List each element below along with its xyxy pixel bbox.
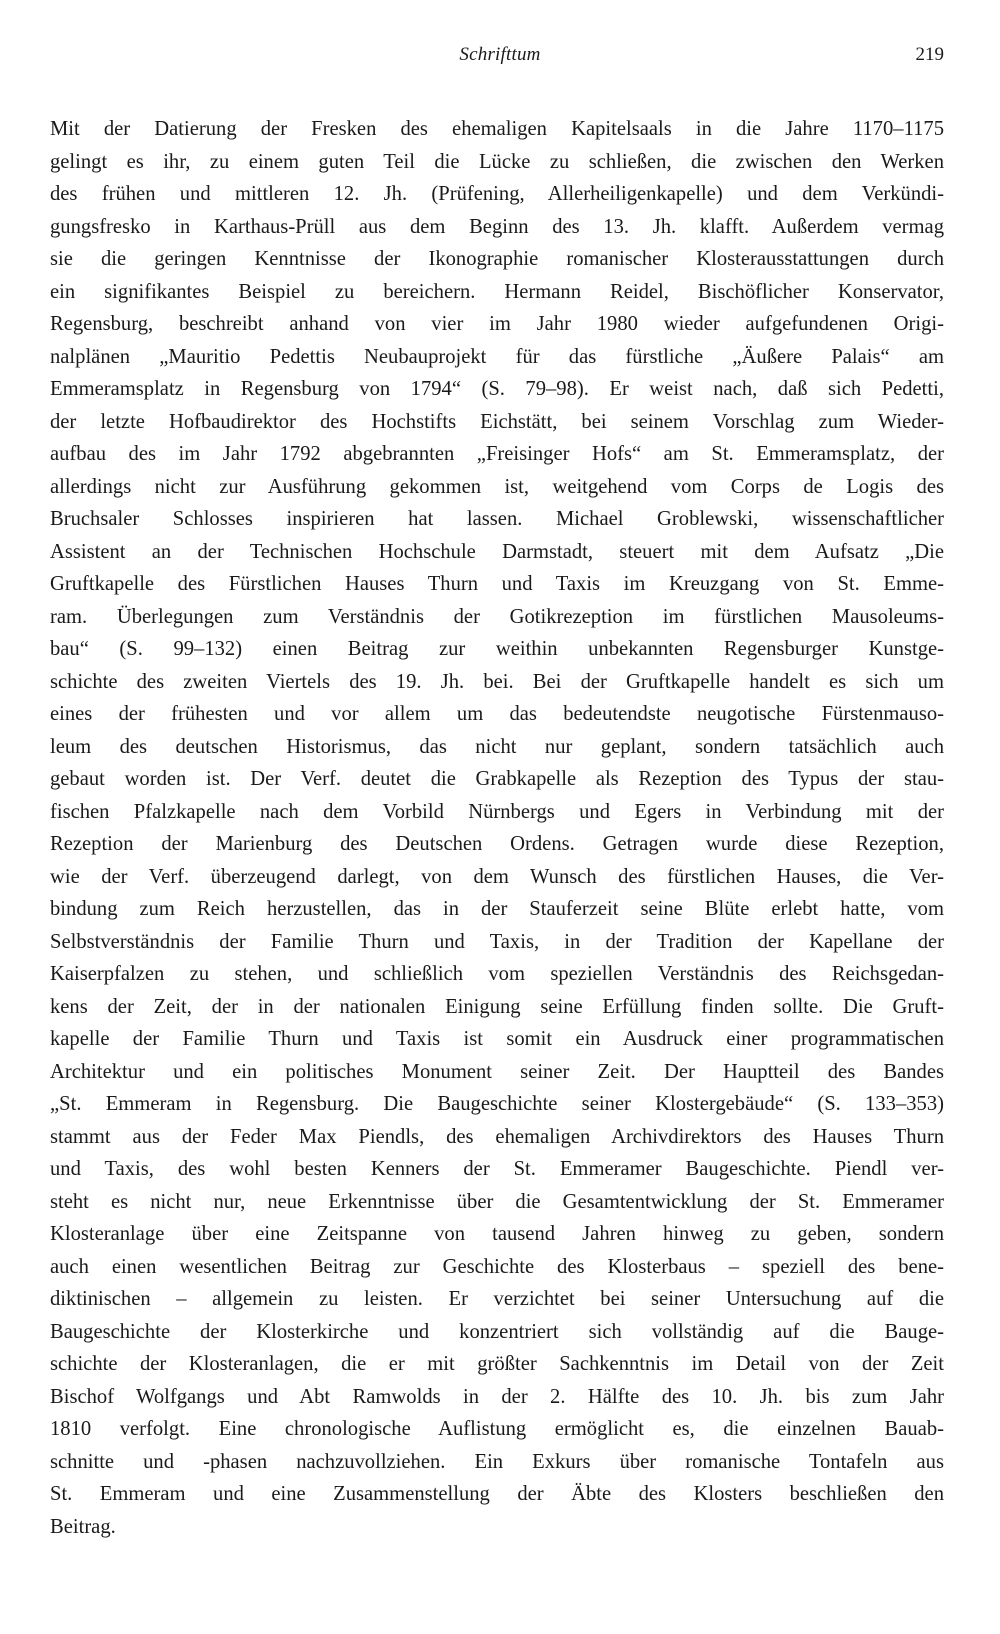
text-line: schichte der Klosteranlagen, die er mit größter Sachkenntnis im Detail von der Zeit — [50, 1353, 944, 1375]
text-line: steht es nicht nur, neue Erkenntnisse über die Gesamtentwicklung der St. Emmeramer — [50, 1190, 944, 1213]
text-line: Selbstverständnis der Familie Thurn und Taxis, in der Tradition der Kapellane der — [50, 930, 944, 953]
text-line: ram. Überlegungen zum Verständnis der Gotikrezeption im fürstlichen Mausoleums- — [50, 605, 944, 628]
page-number: 219 — [915, 44, 944, 65]
text-line: ein signifikantes Beispiel zu bereichern. Hermann Reidel, Bischöflicher Konservator, — [50, 280, 944, 303]
text-line: schnitte und -phasen nachzuvollziehen. Ein Exkurs über romanische Tontafeln aus — [50, 1450, 944, 1473]
text-line: sie die geringen Kenntnisse der Ikonographie romanischer Klosterausstattungen durch — [50, 248, 944, 270]
text-line: „St. Emmeram in Regensburg. Die Baugeschichte seiner Klostergebäude“ (S. 133–353) — [50, 1093, 944, 1115]
text-line: 1810 verfolgt. Eine chronologische Auflistung ermöglicht es, die einzelnen Bauab- — [50, 1418, 944, 1440]
text-line: Bischof Wolfgangs und Abt Ramwolds in der 2. Hälfte des 10. Jh. bis zum Jahr — [50, 1385, 944, 1408]
text-line: kens der Zeit, der in der nationalen Einigung seine Erfüllung finden sollte. Die Gruft- — [50, 995, 944, 1018]
text-line: gelingt es ihr, zu einem guten Teil die Lücke zu schließen, die zwischen den Werken — [50, 150, 944, 173]
text-line: leum des deutschen Historismus, das nicht nur geplant, sondern tatsächlich auch — [50, 735, 944, 758]
text-line: eines der frühesten und vor allem um das bedeutendste neugotische Fürstenmauso- — [50, 703, 944, 725]
text-line: und Taxis, des wohl besten Kenners der St. Emmeramer Baugeschichte. Piendl ver- — [50, 1158, 944, 1180]
text-line-last: Beitrag. — [50, 1515, 116, 1538]
body-paragraph — [50, 113, 944, 1543]
text-line: Architektur und ein politisches Monument seiner Zeit. Der Hauptteil des Bandes — [50, 1060, 944, 1083]
text-line: fischen Pfalzkapelle nach dem Vorbild Nürnbergs und Egers in Verbindung mit der — [50, 800, 944, 823]
text-line: auch einen wesentlichen Beitrag zur Geschichte des Klosterbaus – speziell des bene- — [50, 1255, 944, 1278]
text-line: Bruchsaler Schlosses inspirieren hat lassen. Michael Groblewski, wissenschaftlicher — [50, 508, 944, 530]
text-line: gebaut worden ist. Der Verf. deutet die Grabkapelle als Rezeption des Typus der stau- — [50, 768, 944, 790]
text-line: allerdings nicht zur Ausführung gekommen ist, weitgehend vom Corps de Logis des — [50, 475, 944, 498]
text-line: stammt aus der Feder Max Piendls, des ehemaligen Archivdirektors des Hauses Thurn — [50, 1125, 944, 1148]
text-line: St. Emmeram und eine Zusammenstellung der Äbte des Klosters beschließen den — [50, 1483, 944, 1505]
text-line: kapelle der Familie Thurn und Taxis ist somit ein Ausdruck einer programmatischen — [50, 1028, 944, 1050]
text-line: schichte des zweiten Viertels des 19. Jh. bei. Bei der Gruftkapelle handelt es sich um — [50, 670, 944, 693]
text-line: der letzte Hofbaudirektor des Hochstifts Eichstätt, bei seinem Vorschlag zum Wieder- — [50, 410, 944, 433]
text-line: Baugeschichte der Klosterkirche und konzentriert sich vollständig auf die Bauge- — [50, 1320, 944, 1343]
text-line: des frühen und mittleren 12. Jh. (Prüfening, Allerheiligenkapelle) und dem Verkündi- — [50, 183, 944, 205]
text-line: diktinischen – allgemein zu leisten. Er verzichtet bei seiner Untersuchung auf die — [50, 1288, 944, 1310]
text-line: Klosteranlage über eine Zeitspanne von tausend Jahren hinweg zu geben, sondern — [50, 1223, 944, 1245]
text-line: bindung zum Reich herzustellen, das in der Stauferzeit seine Blüte erlebt hatte, vom — [50, 898, 944, 920]
text-line: wie der Verf. überzeugend darlegt, von dem Wunsch des fürstlichen Hauses, die Ver- — [50, 865, 944, 888]
text-line: aufbau des im Jahr 1792 abgebrannten „Freisinger Hofs“ am St. Emmeramsplatz, der — [50, 443, 944, 465]
text-line: Assistent an der Technischen Hochschule Darmstadt, steuert mit dem Aufsatz „Die — [50, 540, 944, 563]
text-line: Kaiserpfalzen zu stehen, und schließlich vom speziellen Verständnis des Reichsgedan- — [50, 963, 944, 985]
text-line: nalplänen „Mauritio Pedettis Neubauprojekt für das fürstliche „Äußere Palais“ am — [50, 345, 944, 368]
text-line: Rezeption der Marienburg des Deutschen Ordens. Getragen wurde diese Rezeption, — [50, 833, 944, 855]
text-line: Gruftkapelle des Fürstlichen Hauses Thurn und Taxis im Kreuzgang von St. Emme- — [50, 573, 944, 595]
text-line: Mit der Datierung der Fresken des ehemaligen Kapitelsaals in die Jahre 1170–1175 — [50, 118, 944, 140]
running-title: Schrifttum — [459, 44, 541, 65]
text-line: Emmeramsplatz in Regensburg von 1794“ (S. 79–98). Er weist nach, daß sich Pedetti, — [50, 378, 944, 400]
text-line: gungsfresko in Karthaus-Prüll aus dem Beginn des 13. Jh. klafft. Außerdem vermag — [50, 215, 944, 238]
text-line: bau“ (S. 99–132) einen Beitrag zur weithin unbekannten Regensburger Kunstge- — [50, 638, 944, 660]
text-line: Regensburg, beschreibt anhand von vier im Jahr 1980 wieder aufgefundenen Origi- — [50, 313, 944, 335]
